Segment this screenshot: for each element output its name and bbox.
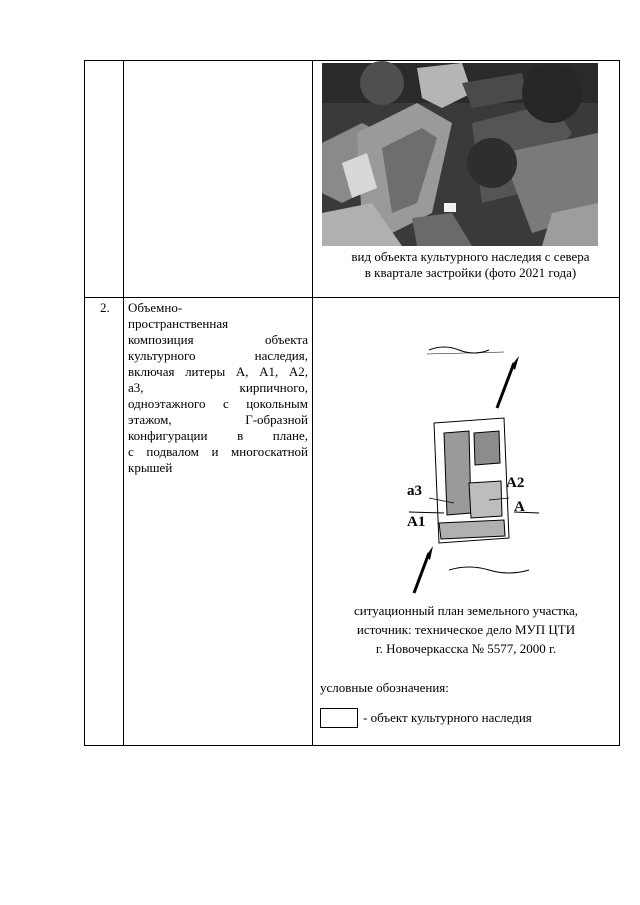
plan-caption-line: источник: техническое дело МУП ЦТИ (356, 622, 576, 638)
table-row (85, 298, 620, 746)
photo-caption (322, 249, 619, 281)
plan-label-a3: а3 (407, 483, 422, 500)
description-line: одноэтажного с цокольным (128, 396, 308, 412)
situation-plan (409, 338, 549, 593)
row-number-cell (85, 61, 124, 298)
legend-row (320, 708, 532, 728)
plan-caption-line: г. Новочеркасска № 5577, 2000 г. (375, 641, 557, 657)
plan-cell (313, 298, 620, 746)
description-line: с подвалом и многоскатной (128, 444, 308, 460)
table-row (85, 61, 620, 298)
heritage-table (84, 60, 620, 746)
plan-label-a2: А2 (506, 475, 525, 492)
aerial-photo (322, 63, 598, 246)
row-description-cell (124, 61, 313, 298)
description-line: культурного наследия, (128, 348, 308, 364)
description-line: композиция объекта (128, 332, 308, 348)
description-line: а3, кирпичного, (128, 380, 308, 396)
legend-text: - объект культурного наследия (363, 710, 532, 726)
plan-label-a: А (514, 499, 525, 516)
description-line: Объемно- (128, 300, 183, 316)
photo-caption-line: в квартале застройки (фото 2021 года) (364, 265, 577, 280)
description-line: крышей (128, 460, 173, 476)
legend-box-icon (320, 708, 358, 728)
photo-cell (313, 61, 620, 298)
plan-caption (313, 601, 619, 658)
description-line: конфигурации в плане, (128, 428, 308, 444)
row-number-cell: 2. (85, 298, 124, 746)
plan-caption-line: ситуационный план земельного участка, (354, 603, 578, 619)
description-line: пространственная (128, 316, 229, 332)
legend-title: условные обозначения: (320, 680, 449, 696)
row-description-cell (124, 298, 313, 746)
description-line: этажом, Г-образной (128, 412, 308, 428)
plan-label-a1: А1 (407, 514, 426, 531)
description-line: включая литеры А, А1, А2, (128, 364, 308, 380)
photo-caption-line: вид объекта культурного наследия с севера (351, 249, 590, 264)
